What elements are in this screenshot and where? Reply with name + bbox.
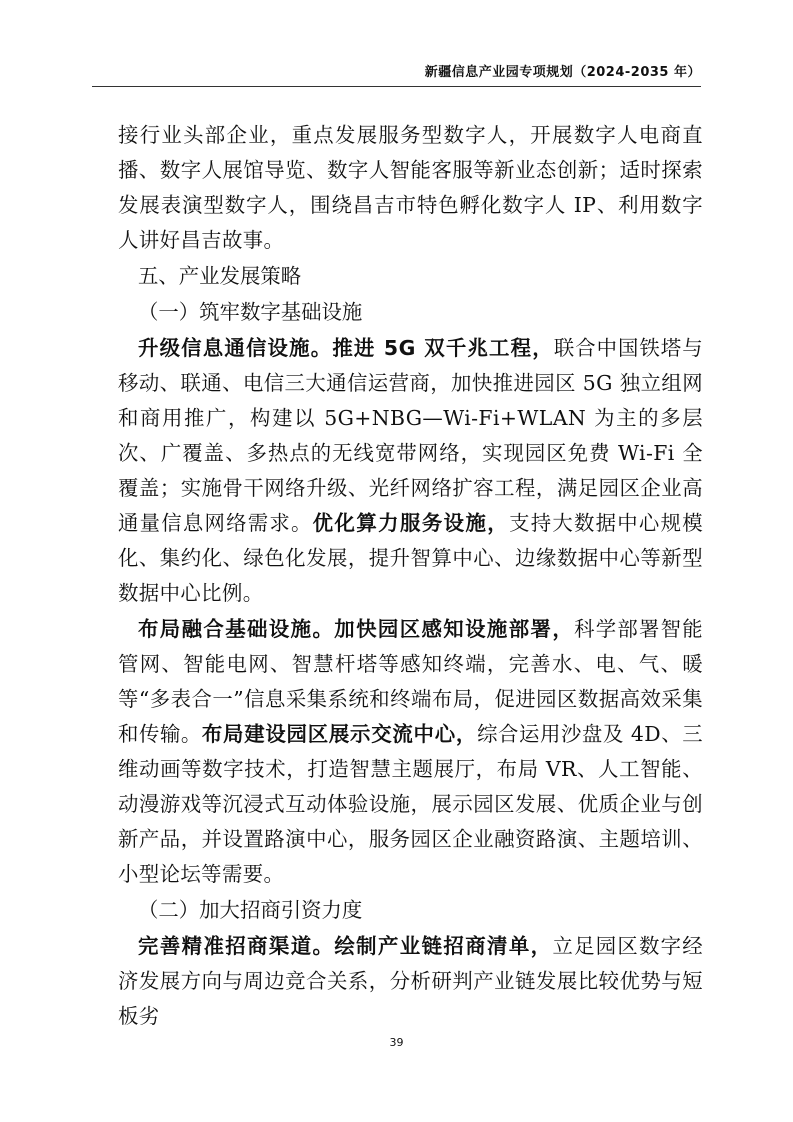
subsection-heading-1: （一）筑牢数字基础设施 <box>138 300 363 324</box>
section-heading: 五、产业发展策略 <box>138 264 302 288</box>
header-title: 新疆信息产业园专项规划（2024-2035 年） <box>424 65 701 80</box>
bold-lead-1b: 优化算力服务设施， <box>312 511 510 535</box>
bold-lead-2: 布局融合基础设施。加快园区感知设施部署， <box>138 617 575 641</box>
document-body <box>118 118 704 1034</box>
paragraph-text-3: 立足园区数字经济发展方向与周边竞合关系，分析研判产业链发展比较优势与短板劣 <box>118 934 703 1028</box>
page-header <box>92 64 701 87</box>
paragraph-invest-1 <box>118 929 703 1034</box>
paragraph-text-2b: 综合运用沙盘及 4D、三维动画等数字技术，打造智慧主题展厅，布局 VR、人工智能、动漫游戏等沉浸式互动体验设施，展示园区发展、优质企业与创新产品，并设置路演中心，服务园区企业融资路演、主题培训、小型论坛等需要。 <box>118 722 703 886</box>
paragraph-infra-1 <box>118 331 703 611</box>
page-number: 39 <box>389 1036 404 1049</box>
continued-paragraph: 接行业头部企业，重点发展服务型数字人，开展数字人电商直播、数字人展馆导览、数字人智能客服等新业态创新；适时探索发展表演型数字人，围绕昌吉市特色孵化数字人 IP、利用数字人讲好昌吉故事。 <box>118 123 703 252</box>
bold-lead-1: 升级信息通信设施。推进 5G 双千兆工程， <box>138 336 554 360</box>
bold-lead-3: 完善精准招商渠道。绘制产业链招商清单， <box>138 934 553 958</box>
bold-lead-2b: 布局建设园区展示交流中心， <box>201 722 478 746</box>
paragraph-infra-2 <box>118 612 703 892</box>
paragraph-text-1: 联合中国铁塔与移动、联通、电信三大通信运营商，加快推进园区 5G 独立组网和商用推广，构建以 5G+NBG—Wi-Fi+WLAN 为主的多层次、广覆盖、多热点的无线宽带网络，实现园区免费 Wi-Fi 全覆盖；实施骨干网络升级、光纤网络扩容工程，满足园区企业高通量信息网络需求。 <box>118 336 703 535</box>
paragraph-text-2: 科学部署智能管网、智能电网、智慧杆塔等感知终端，完善水、电、气、暖等“多表合一”信息采集系统和终端布局，促进园区数据高效采集和传输。 <box>118 617 704 746</box>
paragraph-text-1b: 支持大数据中心规模化、集约化、绿色化发展，提升智算中心、边缘数据中心等新型数据中心比例。 <box>118 511 703 605</box>
subsection-heading-2: （二）加大招商引资力度 <box>138 898 363 922</box>
